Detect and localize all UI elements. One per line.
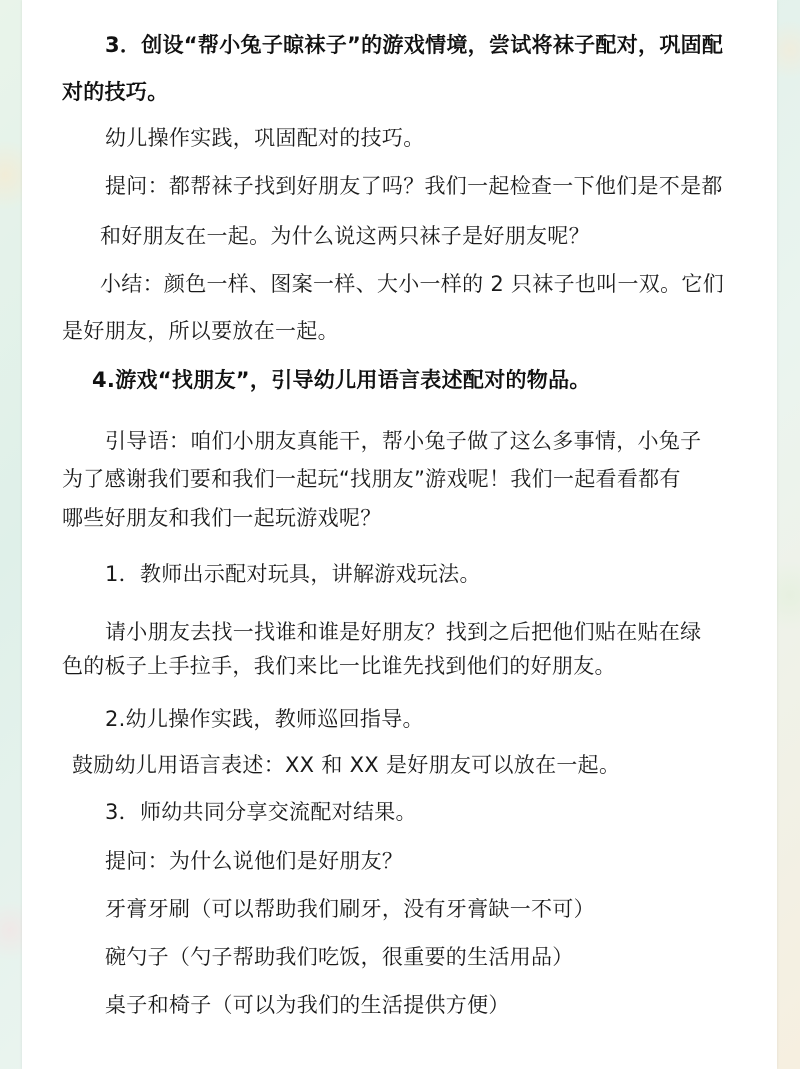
question-line-cont: 和好朋友在一起。为什么说这两只袜子是好朋友呢？	[100, 224, 590, 248]
encourage-line: 鼓励幼儿用语言表述：XX 和 XX 是好朋友可以放在一起。	[72, 753, 621, 777]
section-heading-3: 3．创设“帮小兔子晾袜子”的游戏情境，尝试将袜子配对，巩固配	[105, 33, 724, 57]
document-page	[22, 0, 777, 1069]
instruction-line: 请小朋友去找一找谁和谁是好朋友？找到之后把他们贴在贴在绿	[105, 620, 702, 644]
section-heading-3-cont: 对的技巧。	[62, 80, 169, 104]
question-line: 提问：都帮袜子找到好朋友了吗？我们一起检查一下他们是不是都	[105, 174, 723, 198]
example-line: 碗勺子（勺子帮助我们吃饭，很重要的生活用品）	[105, 945, 574, 969]
paragraph-line: 幼儿操作实践，巩固配对的技巧。	[105, 126, 425, 150]
step-1: 1．教师出示配对玩具，讲解游戏玩法。	[105, 562, 481, 586]
summary-line-cont: 是好朋友，所以要放在一起。	[62, 319, 339, 343]
intro-line-cont: 哪些好朋友和我们一起玩游戏呢？	[62, 506, 382, 530]
question-line: 提问：为什么说他们是好朋友？	[105, 849, 404, 873]
example-line: 桌子和椅子（可以为我们的生活提供方便）	[105, 993, 510, 1017]
example-line: 牙膏牙刷（可以帮助我们刷牙，没有牙膏缺一不可）	[105, 897, 595, 921]
summary-line: 小结：颜色一样、图案一样、大小一样的 2 只袜子也叫一双。它们	[100, 272, 725, 296]
step-2: 2.幼儿操作实践，教师巡回指导。	[105, 707, 424, 731]
intro-line: 引导语：咱们小朋友真能干，帮小兔子做了这么多事情，小兔子	[105, 429, 702, 453]
instruction-line-cont: 色的板子上手拉手，我们来比一比谁先找到他们的好朋友。	[62, 654, 616, 678]
step-3: 3．师幼共同分享交流配对结果。	[105, 800, 417, 824]
section-heading-4: 4.游戏“找朋友”，引导幼儿用语言表述配对的物品。	[92, 368, 591, 392]
intro-line-cont: 为了感谢我们要和我们一起玩“找朋友”游戏呢！我们一起看看都有	[62, 467, 681, 491]
